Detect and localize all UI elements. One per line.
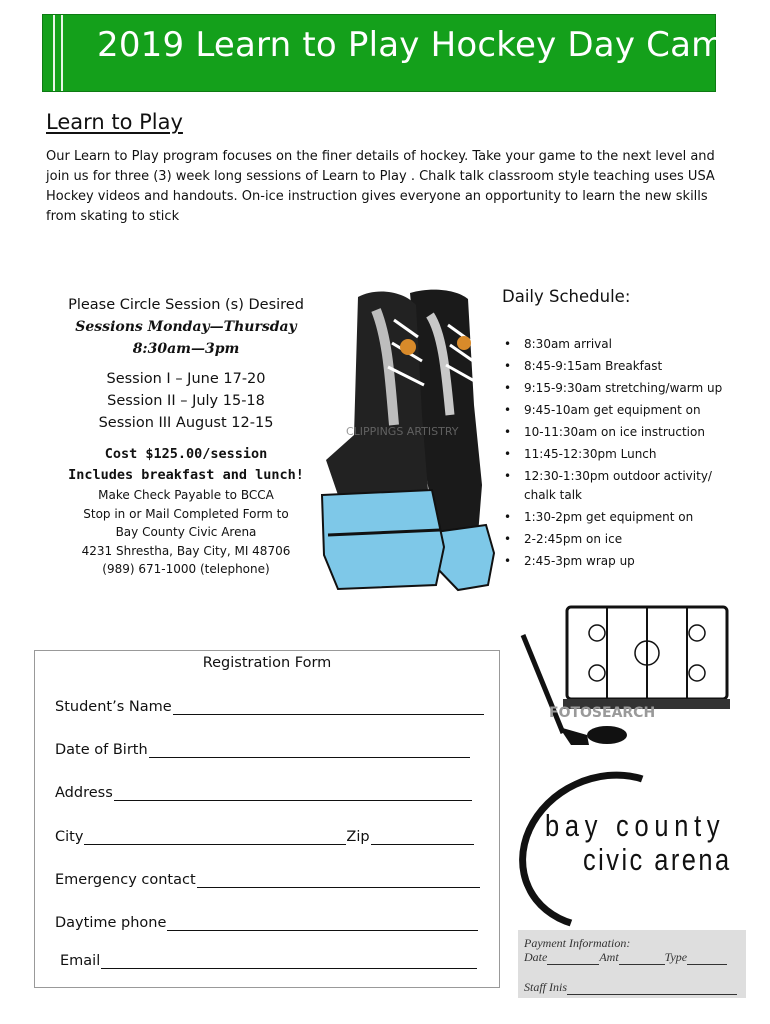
banner-stripe [53, 15, 55, 91]
bay-county-logo [515, 772, 730, 922]
daily-schedule-title: Daily Schedule: [502, 287, 631, 306]
circle-instruction: Please Circle Session (s) Desired [68, 297, 304, 313]
staff-field[interactable] [567, 982, 737, 995]
dob-field[interactable] [149, 743, 470, 758]
session-hours: 8:30am—3pm [132, 341, 240, 357]
schedule-item: 10-11:30am on ice instruction [524, 425, 705, 439]
cost-text: Cost $125.00/session [104, 446, 268, 462]
bullet: • [504, 510, 512, 524]
emergency-row [55, 872, 480, 888]
city-label: City [55, 829, 84, 845]
dob-row [55, 742, 470, 758]
payment-title: Payment Information: [524, 936, 631, 950]
list-item [502, 552, 732, 571]
payment-date-field[interactable] [547, 952, 599, 965]
schedule-item: 8:45-9:15am Breakfast [524, 359, 663, 373]
daytime-phone-field[interactable] [167, 916, 478, 931]
daytime-phone-label: Daytime phone [55, 915, 167, 931]
payment-info-box [518, 930, 746, 998]
payment-amt-field[interactable] [619, 952, 665, 965]
schedule-item: 9:15-9:30am stretching/warm up [524, 381, 723, 395]
includes-text: Includes breakfast and lunch! [68, 467, 304, 483]
dob-label: Date of Birth [55, 742, 148, 758]
bullet: • [504, 447, 512, 461]
session-days: Sessions Monday—Thursday [75, 319, 297, 335]
list-item [502, 423, 732, 442]
emergency-field[interactable] [197, 873, 480, 888]
list-item [502, 357, 732, 376]
staff-row [524, 980, 737, 995]
zip-label: Zip [346, 829, 370, 845]
address-text: 4231 Shrestha, Bay City, MI 48706 [81, 543, 291, 558]
bullet: • [504, 359, 512, 373]
list-item [502, 335, 732, 354]
list-item [502, 508, 732, 527]
schedule-item: 12:30-1:30pm outdoor activity/ chalk talk [524, 469, 712, 502]
payment-type-label: Type [664, 950, 688, 964]
logo-text-line2: civic arena [583, 842, 732, 877]
schedule-item: 8:30am arrival [524, 337, 612, 351]
email-label: Email [60, 953, 101, 969]
payment-type-field[interactable] [687, 952, 727, 965]
schedule-item: 9:45-10am get equipment on [524, 403, 701, 417]
payment-amt-label: Amt [599, 950, 619, 964]
page-title: 2019 Learn to Play Hockey Day Camp [97, 25, 747, 65]
bullet: • [504, 532, 512, 546]
session-option[interactable]: Session I – June 17-20 [106, 371, 266, 387]
bullet: • [504, 403, 512, 417]
session-option[interactable]: Session II – July 15-18 [107, 393, 265, 409]
payment-row [524, 950, 727, 965]
list-item [502, 379, 732, 398]
emergency-label: Emergency contact [55, 872, 196, 888]
email-row [60, 953, 477, 969]
phone-text: (989) 671-1000 (telephone) [102, 562, 270, 576]
daytime-phone-row [55, 915, 478, 931]
city-field[interactable] [84, 830, 346, 845]
mail-text: Stop in or Mail Completed Form to [83, 506, 289, 521]
schedule-item: 11:45-12:30pm Lunch [524, 447, 657, 461]
list-item [502, 401, 732, 420]
student-name-label: Student’s Name [55, 699, 172, 715]
email-field[interactable] [101, 954, 477, 969]
bullet: • [504, 425, 512, 439]
city-zip-row [55, 829, 474, 845]
zip-field[interactable] [371, 830, 474, 845]
bullet: • [504, 554, 512, 568]
bullet: • [504, 381, 512, 395]
hockey-rink-image [515, 605, 730, 750]
schedule-item: 1:30-2pm get equipment on [524, 510, 694, 524]
payment-date-label: Date [524, 950, 548, 964]
registration-title: Registration Form [202, 655, 332, 671]
list-item [502, 445, 732, 464]
schedule-item: 2-2:45pm on ice [524, 532, 623, 546]
intro-paragraph: Our Learn to Play program focuses on the finer details of hockey. Take your game to the next level and join us for three (3) week long sessions of Learn to Play . Chalk talk classroom style teaching uses USA Hockey videos and handouts. On-ice instruction gives everyone an opportunity to learn the new skills from skating to stick [46, 149, 715, 224]
venue-text: Bay County Civic Arena [115, 525, 257, 539]
section-heading-learn-to-play: Learn to Play [46, 110, 183, 134]
staff-label: Staff Inis [524, 980, 568, 994]
address-field[interactable] [114, 786, 472, 801]
bullet: • [504, 337, 512, 351]
skates-watermark: CLIPPINGS ARTISTRY [346, 425, 459, 438]
daily-schedule-list [502, 335, 732, 574]
address-label: Address [55, 785, 113, 801]
registration-form [34, 650, 500, 988]
bullet: • [504, 469, 512, 483]
student-name-field[interactable] [173, 700, 484, 715]
rink-watermark: FOTOSEARCH [549, 705, 656, 721]
session-option[interactable]: Session III August 12-15 [98, 415, 274, 431]
payable-text: Make Check Payable to BCCA [98, 488, 274, 502]
title-banner [42, 14, 747, 92]
student-name-row [55, 699, 484, 715]
hockey-skates-image [318, 285, 498, 595]
schedule-item: 2:45-3pm wrap up [524, 554, 635, 568]
session-info [56, 296, 316, 579]
banner-stripe [61, 15, 63, 91]
logo-text-line1: bay county [545, 808, 726, 843]
list-item [502, 467, 732, 505]
address-row [55, 785, 472, 801]
list-item [502, 530, 732, 549]
